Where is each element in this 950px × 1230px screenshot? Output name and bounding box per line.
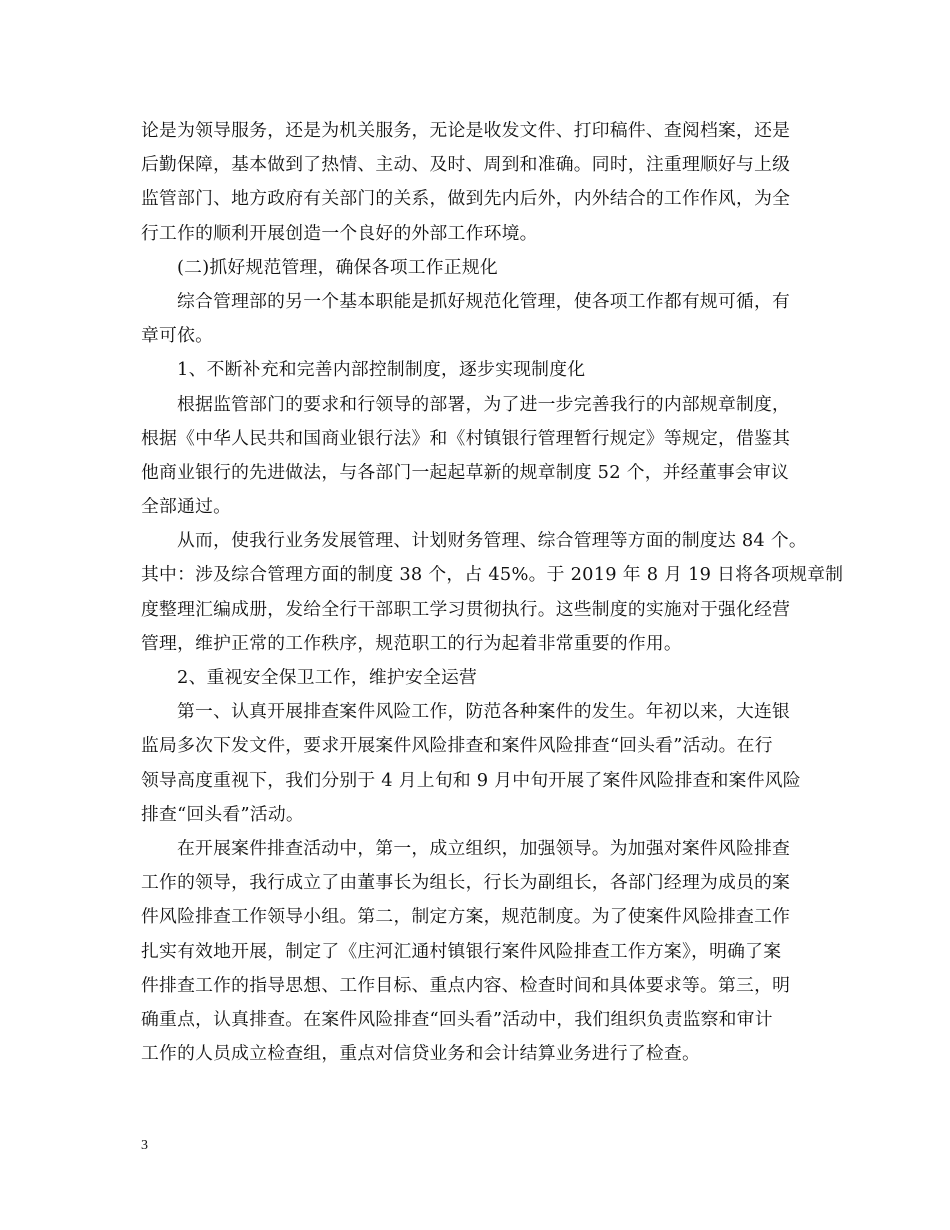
text-line: 领导高度重视下，我们分别于 4 月上旬和 9 月中旬开展了案件风险排查和案件风险: [141, 769, 801, 791]
text-line: 其中：涉及综合管理方面的制度 38 个，占 45%。于 2019 年 8 月 19 日将各项规章制: [141, 564, 844, 586]
text-line: 根据《中华人民共和国商业银行法》和《村镇银行管理暂行规定》等规定，借鉴其: [141, 427, 791, 449]
subsection-heading: 1、不断补充和完善内部控制制度，逐步实现制度化: [177, 359, 586, 381]
text-line: 监管部门、地方政府有关部门的关系，做到先内后外，内外结合的工作作风，为全: [141, 188, 791, 210]
text-line: 根据监管部门的要求和行领导的部署，为了进一步完善我行的内部规章制度，: [177, 393, 791, 415]
document-body: [141, 114, 844, 1071]
text-line: 度整理汇编成册，发给全行干部职工学习贯彻执行。这些制度的实施对于强化经营: [141, 598, 791, 620]
text-line: 他商业银行的先进做法，与各部门一起起草新的规章制度 52 个，并经董事会审议: [141, 461, 789, 483]
text-line: 在开展案件排查活动中，第一，成立组织，加强领导。为加强对案件风险排查: [177, 837, 791, 859]
text-line: 确重点，认真排查。在案件风险排查“回头看”活动中，我们组织负责监察和审计: [141, 1008, 773, 1030]
section-heading: (二)抓好规范管理，确保各项工作正规化: [177, 256, 498, 278]
text-line: 章可依。: [141, 325, 214, 347]
text-line: 排查“回头看”活动。: [141, 803, 304, 825]
text-line: 管理，维护正常的工作秩序，规范职工的行为起着非常重要的作用。: [141, 632, 682, 654]
text-line: 工作的人员成立检查组，重点对信贷业务和会计结算业务进行了检查。: [141, 1043, 700, 1065]
text-line: 工作的领导，我行成立了由董事长为组长，行长为副组长，各部门经理为成员的案: [141, 872, 791, 894]
text-line: 论是为领导服务，还是为机关服务，无论是收发文件、打印稿件、查阅档案，还是: [141, 120, 791, 141]
text-line: 件风险排查工作领导小组。第二，制定方案，规范制度。为了使案件风险排查工作: [141, 906, 791, 928]
text-line: 综合管理部的另一个基本职能是抓好规范化管理，使各项工作都有规可循，有: [177, 290, 791, 312]
text-line: 后勤保障，基本做到了热情、主动、及时、周到和准确。同时，注重理顺好与上级: [141, 154, 791, 176]
text-line: 行工作的顺利开展创造一个良好的外部工作环境。: [141, 222, 538, 244]
text-line: 扎实有效地开展，制定了《庄河汇通村镇银行案件风险排查工作方案》，明确了案: [141, 940, 782, 962]
text-line: 全部通过。: [141, 496, 232, 518]
text-line: 从而，使我行业务发展管理、计划财务管理、综合管理等方面的制度达 84 个。: [177, 530, 807, 552]
subsection-heading: 2、重视安全保卫工作，维护安全运营: [177, 667, 478, 688]
text-line: 第一、认真开展排查案件风险工作，防范各种案件的发生。年初以来，大连银: [177, 701, 791, 723]
text-line: 监局多次下发文件，要求开展案件风险排查和案件风险排查“回头看”活动。在行: [141, 735, 773, 757]
page-number: 3: [141, 1138, 148, 1153]
text-line: 件排查工作的指导思想、工作目标、重点内容、检查时间和具体要求等。第三，明: [141, 974, 791, 996]
